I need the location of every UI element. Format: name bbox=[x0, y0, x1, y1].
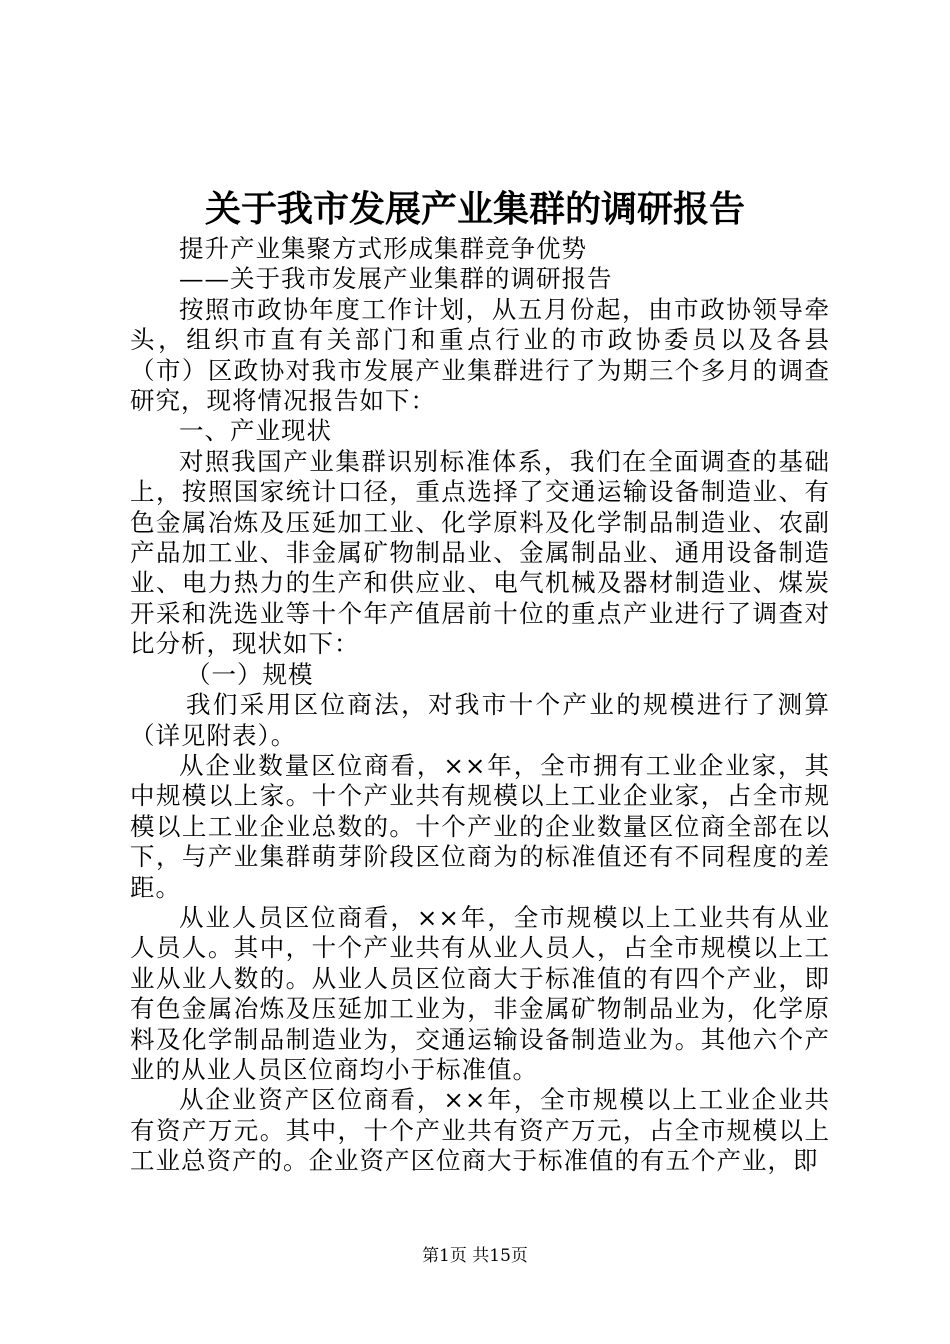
body-paragraph: 从企业资产区位商看，××年，全市规模以上工业企业共有资产万元。其中，十个产业共有资产万元，占全市规模以上工业总资产的。企业资产区位商大于标准值的有五个产业，即 bbox=[130, 1085, 830, 1176]
body-paragraph: 从企业数量区位商看，××年，全市拥有工业企业家，其中规模以上家。十个产业共有规模以上工业企业家，占全市规模以上工业企业总数的。十个产业的企业数量区位商全部在以下，与产业集群萌芽阶段区位商为的标准值还有不同程度的差距。 bbox=[130, 750, 830, 902]
document-title: 关于我市发展产业集群的调研报告 bbox=[204, 188, 745, 230]
body-paragraph: 我们采用区位商法，对我市十个产业的规模进行了测算（详见附表）。 bbox=[130, 690, 830, 750]
document-body bbox=[130, 234, 830, 1177]
subtitle-line: ——关于我市发展产业集群的调研报告 bbox=[179, 264, 613, 294]
body-paragraph: 按照市政协年度工作计划，从五月份起，由市政协领导牵头，组织市直有关部门和重点行业的市政协委员以及各县（市）区政协对我市发展产业集群进行了为期三个多月的调查研究，现将情况报告如下： bbox=[130, 294, 830, 416]
subtitle-line: 提升产业集聚方式形成集群竞争优势 bbox=[179, 234, 587, 263]
subsection-heading: （一）规模 bbox=[186, 659, 314, 689]
section-heading: 一、产业现状 bbox=[179, 416, 332, 446]
body-paragraph: 从业人员区位商看，××年，全市规模以上工业共有从业人员人。其中，十个产业共有从业人员人，占全市规模以上工业从业人数的。从业人员区位商大于标准值的有四个产业，即有色金属冶炼及压延加工业为，非金属矿物制品业为，化学原料及化学制品制造业为，交通运输设备制造业为。其他六个产业的从业人员区位商均小于标准值。 bbox=[130, 902, 830, 1084]
page-number-footer: 第1页 共15页 bbox=[422, 1246, 528, 1266]
body-paragraph: 对照我国产业集群识别标准体系，我们在全面调查的基础上，按照国家统计口径，重点选择了交通运输设备制造业、有色金属冶炼及压延加工业、化学原料及化学制品制造业、农副产品加工业、非金属矿物制品业、金属制品业、通用设备制造业、电力热力的生产和供应业、电气机械及器材制造业、煤炭开采和洗选业等十个年产值居前十位的重点产业进行了调查对比分析，现状如下： bbox=[130, 446, 830, 659]
